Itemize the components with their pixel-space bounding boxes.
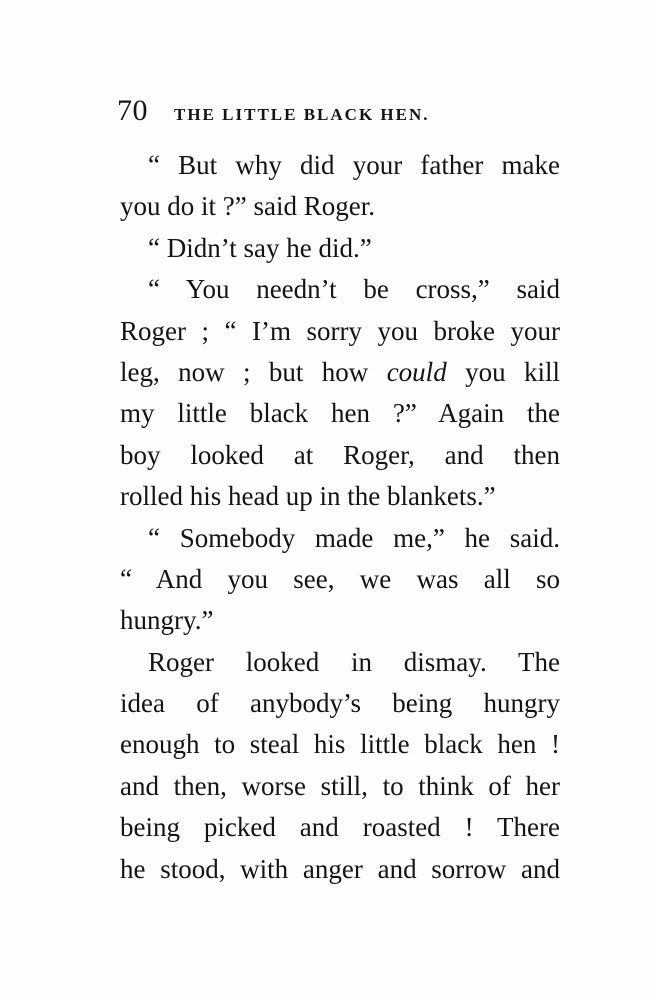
running-head (117, 94, 577, 134)
text-line: you do it ?” said Roger. (120, 191, 375, 222)
text-line: “ You needn’t be cross,” said (148, 274, 560, 305)
text-line: rolled his head up in the blankets.” (120, 481, 496, 512)
running-title: THE LITTLE BLACK HEN. (174, 105, 430, 124)
text-line: Roger looked in dismay. The (148, 646, 560, 677)
text-line: idea of anybody’s being hungry (120, 688, 560, 719)
text-line-with-emphasis (120, 352, 560, 393)
body-text (120, 145, 560, 890)
text-line: “ Somebody made me,” he said. (148, 522, 560, 553)
text-line: boy looked at Roger, and then (120, 439, 560, 470)
text-line: enough to steal his little black hen ! (120, 729, 560, 760)
text-line: “ And you see, we was all so (120, 563, 560, 594)
text-line: “ But why did your father make (148, 150, 560, 180)
text-line: being picked and roasted ! There (120, 812, 560, 843)
text-segment: leg, now ; but how (120, 356, 387, 387)
text-line: Roger ; “ I’m sorry you broke your (120, 315, 560, 346)
text-line: my little black hen ?” Again the (120, 398, 560, 429)
text-segment: you kill (446, 356, 560, 387)
text-line: “ Didn’t say he did.” (148, 232, 372, 263)
emphasized-word: could (386, 356, 447, 387)
page-number: 70 (117, 94, 148, 127)
text-line: hungry.” (120, 605, 214, 636)
text-line: he stood, with anger and sorrow and (120, 853, 560, 884)
text-line: and then, worse still, to think of her (120, 770, 560, 801)
